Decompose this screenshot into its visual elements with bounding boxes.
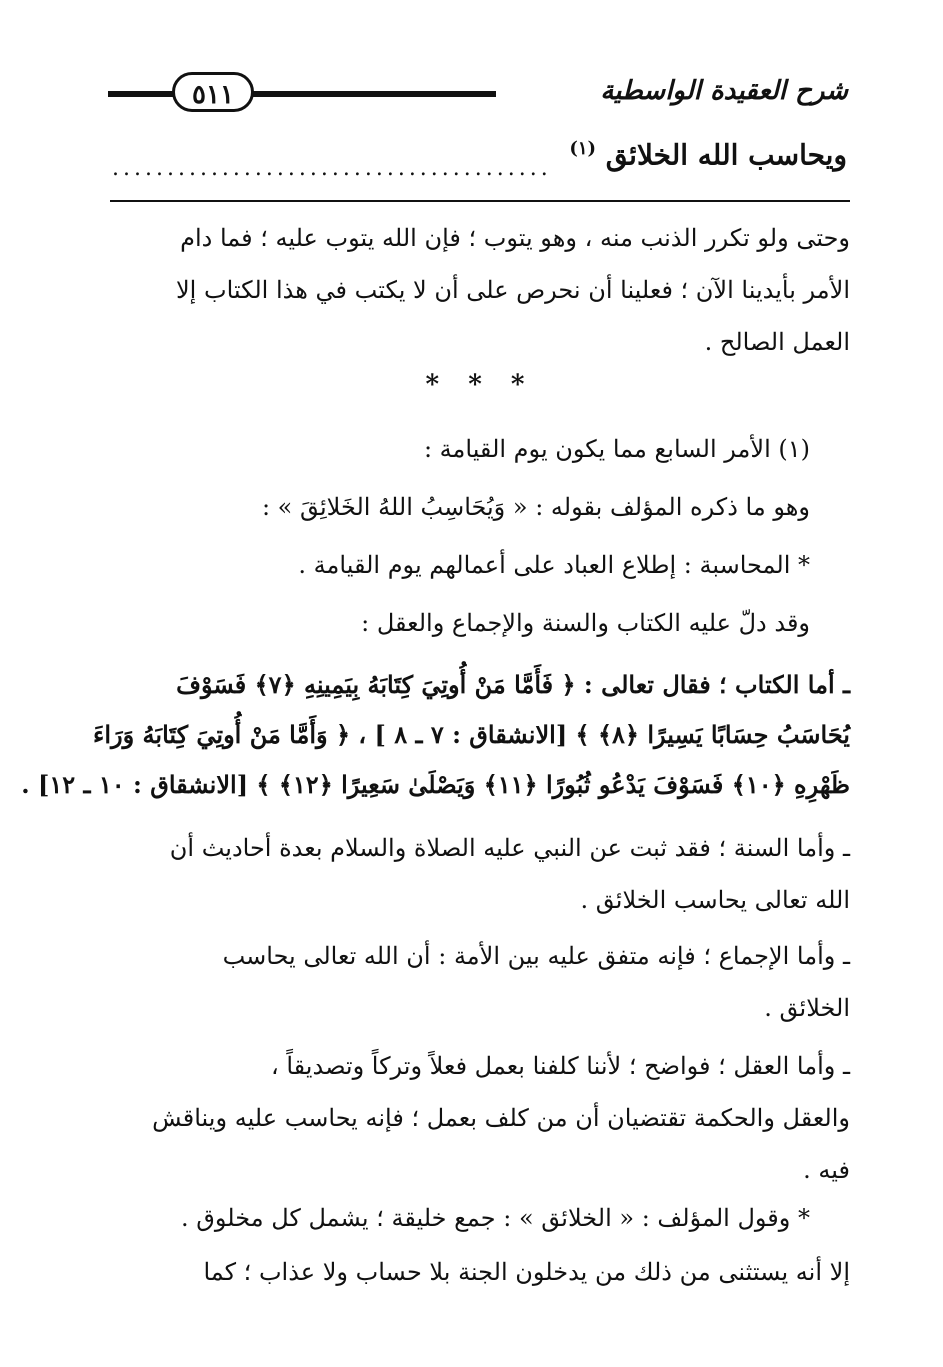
section-separator: * * * [425,370,535,400]
header-rule-right [246,91,496,97]
kitab-paragraph [21,660,850,810]
section-title-text: ويحاسب الله الخلائق [605,138,847,172]
ijma-paragraph [110,930,850,1034]
paragraph-line: ـ وأما الإجماع ؛ فإنه متفق عليه بين الأمة : أن الله تعالى يحاسب [222,942,850,970]
paragraph-line: * وقول المؤلف : « الخلائق » : جمع خليقة ؛ يشمل كل مخلوق . [181,1204,810,1232]
khalaiq-paragraph [110,1192,850,1244]
paragraph-line: الله تعالى يحاسب الخلائق . [580,886,850,914]
running-header [108,72,848,116]
paragraph-line: والعقل والحكمة تقتضيان أن من كلف بعمل ؛ فإنه يحاسب عليه ويناقش [152,1104,850,1132]
title-divider [110,200,850,202]
footnote-intro [110,420,850,652]
footnote-marker: (١) [569,138,597,159]
aql-paragraph [110,1040,850,1196]
page-number: ٥١١ [172,72,254,112]
paragraph-line: الأمر بأيدينا الآن ؛ فعلينا أن نحرص على أن لا يكتب في هذا الكتاب إلا [175,276,850,304]
paragraph-line: ظَهْرِهِ ﴿١٠﴾ فَسَوْفَ يَدْعُو ثُبُورًا ﴿١١﴾ وَيَصْلَىٰ سَعِيرًا ﴿١٢﴾ ﴾ [الانشقاق : ١٠ ـ ١٢] . [21,770,850,799]
paragraph-line: يُحَاسَبُ حِسَابًا يَسِيرًا ﴿٨﴾ ﴾ [الانشقاق : ٧ ـ ٨ ] ، ﴿ وَأَمَّا مَنْ أُوتِيَ كِتَابَهُ وَرَاءَ [93,720,850,749]
paragraph-line: (١) الأمر السابع مما يكون يوم القيامة : [423,435,810,463]
paragraph-line: ـ أما الكتاب ؛ فقال تعالى : ﴿ فَأَمَّا مَنْ أُوتِيَ كِتَابَهُ بِيَمِينِهِ ﴿٧﴾ فَسَوْفَ [176,670,850,699]
title-dots: ........................................ [112,156,552,181]
paragraph-line: وحتى ولو تكرر الذنب منه ، وهو يتوب ؛ فإن الله يتوب عليه ؛ فما دام [180,224,850,252]
paragraph-line: إلا أنه يستثنى من ذلك من يدخلون الجنة بلا حساب ولا عذاب ؛ كما [203,1258,850,1286]
paragraph-line: * المحاسبة : إطلاع العباد على أعمالهم يوم القيامة . [298,551,810,579]
paragraph-line: فيه . [803,1156,850,1184]
header-rule-left [108,91,180,97]
paragraph-line: ـ وأما العقل ؛ فواضح ؛ لأننا كلفنا بعمل فعلاً وتركاً وتصديقاً ، [270,1052,850,1080]
last-paragraph [110,1246,850,1298]
paragraph-line: العمل الصالح . [704,328,850,356]
sunna-paragraph [110,822,850,926]
top-paragraph [110,212,850,368]
paragraph-line: وقد دلّ عليه الكتاب والسنة والإجماع والعقل : [361,609,810,637]
paragraph-line: ـ وأما السنة ؛ فقد ثبت عن النبي عليه الصلاة والسلام بعدة أحاديث أن [169,834,850,862]
paragraph-line: الخلائق . [764,994,850,1022]
section-title [569,138,847,171]
book-title: شرح العقيدة الواسطية [600,76,848,106]
paragraph-line: وهو ما ذكره المؤلف بقوله : « وَيُحَاسِبُ اللهُ الخَلائِقَ » : [261,493,810,521]
